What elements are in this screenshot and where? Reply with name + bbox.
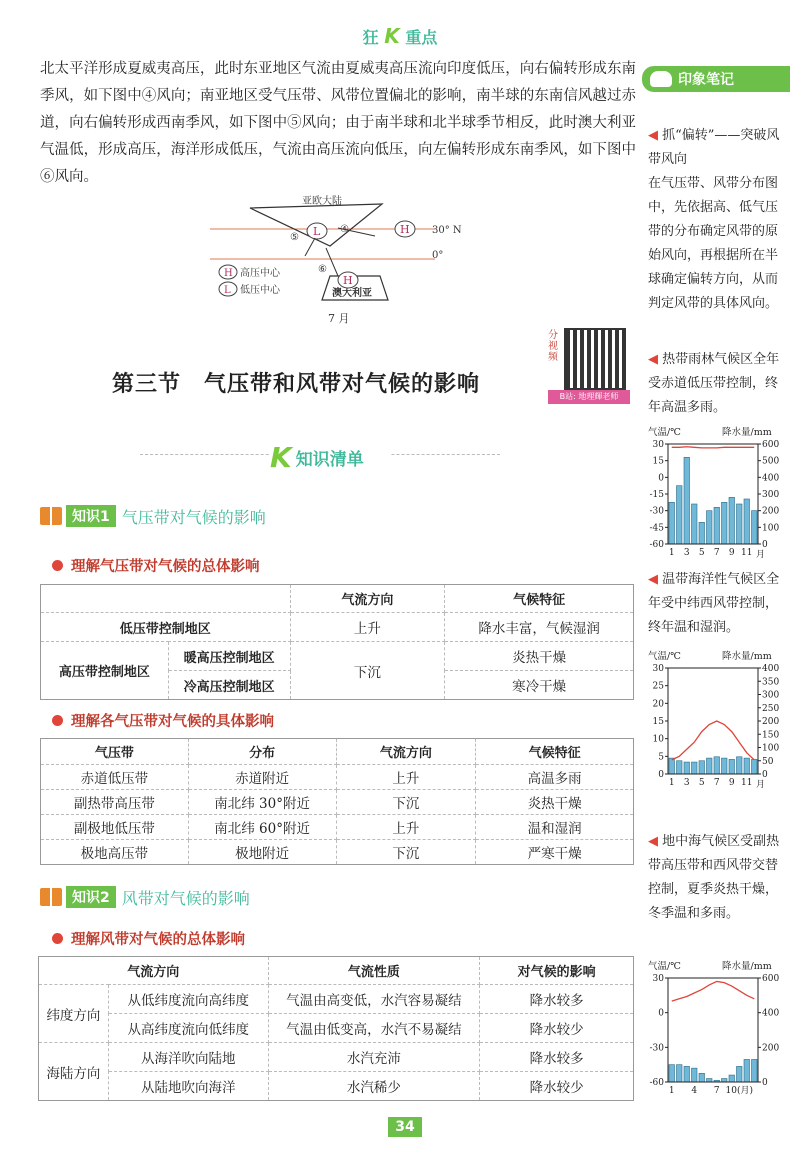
tick-label-right: 300 <box>762 690 780 701</box>
svg-text:L: L <box>224 285 231 296</box>
book-icon <box>40 888 62 906</box>
x-unit-label: 月 <box>756 780 766 790</box>
table-row: 副极地低压带 南北纬 60°附近 上升 温和湿润 <box>41 815 634 840</box>
tick-label-right: 200 <box>762 1043 780 1054</box>
tick-label-right: 200 <box>762 506 780 517</box>
subheading-2: 理解各气压带对气候的具体影响 <box>52 710 274 731</box>
subheading-1: 理解气压带对气候的总体影响 <box>52 555 260 576</box>
precip-bar <box>707 511 713 544</box>
precip-bar <box>669 1065 675 1082</box>
bullet-icon <box>52 560 63 571</box>
tick-label-left: -15 <box>649 490 664 500</box>
tick-label-left: -60 <box>649 1078 664 1088</box>
tick-label-left: 15 <box>652 717 664 727</box>
precip-bar <box>729 497 735 544</box>
axis-label-precip: 降水量/mm <box>722 651 772 662</box>
tick-label-left: 10 <box>652 734 664 745</box>
side-note-2: ◀ 热带雨林气候区全年受赤道低压带控制，终年高温多雨。 <box>648 352 780 415</box>
subheading-3: 理解风带对气候的总体影响 <box>52 928 245 949</box>
side-note-4: ◀ 地中海气候区受副热带高压带和西风带交替控制，夏季炎热干燥，冬季温和多雨。 <box>648 834 780 921</box>
triangle-icon: ◀ <box>648 128 658 143</box>
tick-label-right: 400 <box>762 664 780 674</box>
tick-label-x: 3 <box>683 548 690 558</box>
tick-label-right: 100 <box>762 523 780 534</box>
table-row: 纬度方向 从低纬度流向高纬度 气温由高变低，水汽容易凝结 降水较多 <box>39 985 634 1014</box>
tick-label-x: 7 <box>713 548 720 558</box>
precip-bar <box>752 511 758 544</box>
arrow-6 <box>326 248 338 276</box>
tick-label-x: 11 <box>741 778 753 788</box>
legend-high-label: 高压中心 <box>240 268 280 279</box>
tick-label-right: 200 <box>762 717 780 727</box>
monsoon-map <box>210 188 470 328</box>
header-k-logo: K <box>384 24 400 48</box>
qr-code-block[interactable] <box>548 326 628 406</box>
triangle-icon: ◀ <box>648 834 658 849</box>
precip-bar <box>744 1059 750 1082</box>
axis-label-temp: 气温/℃ <box>648 961 681 972</box>
tick-label-left: 25 <box>652 681 664 692</box>
precip-bar <box>722 1079 728 1082</box>
side-note-1 <box>648 124 788 316</box>
triangle-icon: ◀ <box>648 352 658 367</box>
tick-label-x: 11 <box>741 548 753 558</box>
tick-label-x: 3 <box>683 778 690 788</box>
precip-bar <box>722 502 728 544</box>
tick-label-x: 1 <box>668 548 675 558</box>
precip-bar <box>737 504 743 544</box>
precip-bar <box>722 758 728 774</box>
precip-bar <box>684 457 690 544</box>
precip-bar <box>714 757 720 774</box>
legend-low-label: 低压中心 <box>240 285 280 296</box>
arrow-5-label: ⑤ <box>290 232 299 243</box>
book-icon <box>40 507 62 525</box>
knowledge-2-badge: 知识2 <box>66 886 116 908</box>
lat-0-label: 0° <box>432 250 444 261</box>
tick-label-left: 15 <box>652 456 664 467</box>
table-row: 极地高压带 极地附近 下沉 严寒干燥 <box>41 840 634 865</box>
tick-label-left: 0 <box>658 770 664 780</box>
tick-label-x: 7 <box>713 1086 720 1096</box>
precip-bar <box>699 1073 705 1082</box>
precip-bar <box>684 1066 690 1082</box>
lat-30-label: 30° N <box>432 225 462 236</box>
precip-bar <box>707 758 713 774</box>
tick-label-right: 500 <box>762 456 780 467</box>
qr-caption: B站: 地理輝老师 <box>548 390 630 404</box>
axis-label-precip: 降水量/mm <box>722 961 772 972</box>
tick-label-x: 1 <box>668 1086 675 1096</box>
side-note-header <box>642 66 790 92</box>
precip-bar <box>699 761 705 774</box>
tick-label-left: 5 <box>658 752 664 763</box>
tick-label-x: 9 <box>728 778 735 788</box>
tick-label-right: 100 <box>762 743 780 754</box>
bullet-icon <box>52 715 63 726</box>
k-logo-icon: K <box>270 440 292 474</box>
x-unit-label: 月 <box>756 550 766 560</box>
table-row: 从高纬度流向低纬度 气温由低变高，水汽不易凝结 降水较少 <box>39 1014 634 1043</box>
tick-label-x: 5 <box>698 548 705 558</box>
temperature-line <box>672 981 755 1001</box>
side-note-1-title: 抓“偏转”——突破风带风向 <box>648 128 780 167</box>
table-row: 赤道低压带 赤道附近 上升 高温多雨 <box>41 765 634 790</box>
precip-bar <box>729 759 735 774</box>
precip-bar <box>677 1065 683 1082</box>
tick-label-right: 250 <box>762 703 780 714</box>
page-number: 34 <box>388 1117 422 1137</box>
tick-label-left: -30 <box>649 506 664 517</box>
svg-text:H: H <box>224 268 233 279</box>
tick-label-right: 350 <box>762 677 780 688</box>
table-pressure-overall: 气流方向 气候特征 低压带控制地区 上升 降水丰富，气候湿润 高压带控制地区 暖高压控制地区 下沉 炎热干燥 冷高压控制地区 寒冷干燥 <box>40 584 634 700</box>
qr-side-text: 分视频 <box>548 330 558 363</box>
precip-bar <box>714 507 720 544</box>
tick-label-left: 30 <box>652 440 664 450</box>
climate-chart-maritime <box>640 646 790 796</box>
axis-label-precip: 降水量/mm <box>722 427 772 438</box>
knowledge-1-title: 气压带对气候的影响 <box>121 507 266 527</box>
climate-chart-rainforest <box>640 422 790 566</box>
low-center-letter: L <box>313 225 321 238</box>
australia-label: 澳大利亚 <box>332 288 372 299</box>
precip-bar <box>677 761 683 774</box>
table-wind-belts: 气流方向 气流性质 对气候的影响 纬度方向 从低纬度流向高纬度 气温由高变低，水汽容易凝结 降水较多 从高纬度流向低纬度 气温由低变高，水汽不易凝结 降水较少 海陆方向 从海洋吹向陆地 水汽充沛 降水较多 从陆地吹向海洋 水汽稀少 降水较少 <box>38 956 634 1101</box>
tick-label-left: -30 <box>649 1043 664 1054</box>
tick-label-left: 30 <box>652 664 664 674</box>
elephant-icon <box>650 71 672 87</box>
temperature-line <box>672 447 755 448</box>
tick-label-left: -60 <box>649 540 664 550</box>
tick-label-right: 0 <box>762 540 768 550</box>
map-caption: 7 月 <box>328 312 350 325</box>
arrow-6-label: ⑥ <box>318 264 327 275</box>
arrow-4-label: ④ <box>340 224 349 235</box>
precip-bar <box>729 1075 735 1082</box>
header-left: 狂 <box>362 28 379 47</box>
knowledge-list-banner <box>140 440 500 474</box>
precip-bar <box>737 757 743 774</box>
high-center-letter: H <box>400 223 410 236</box>
tick-label-x: 10(月) <box>725 1086 753 1096</box>
eurasia-label: 亚欧大陆 <box>302 196 342 207</box>
tick-label-x: 5 <box>698 778 705 788</box>
table-row: 副热带高压带 南北纬 30°附近 下沉 炎热干燥 <box>41 790 634 815</box>
knowledge-1-badge: 知识1 <box>66 505 116 527</box>
precip-bar <box>692 762 698 774</box>
arrow-5 <box>305 238 315 256</box>
qr-code-icon <box>564 328 626 390</box>
temperature-line <box>672 721 755 760</box>
tick-label-x: 4 <box>691 1086 698 1096</box>
tick-label-right: 400 <box>762 1008 780 1019</box>
axis-label-temp: 气温/℃ <box>648 427 681 438</box>
knowledge-2-title: 风带对气候的影响 <box>121 888 250 908</box>
triangle-icon: ◀ <box>648 572 658 587</box>
precip-bar <box>669 758 675 774</box>
tick-label-left: -45 <box>649 523 664 534</box>
section-title: 第三节 气压带和风带对气候的影响 <box>112 371 481 397</box>
precip-bar <box>744 499 750 544</box>
page-header <box>0 24 800 48</box>
climate-chart-mediterranean <box>640 956 790 1104</box>
side-note-title: 印象笔记 <box>678 72 734 88</box>
table-row: 从陆地吹向海洋 水汽稀少 降水较少 <box>39 1072 634 1101</box>
precip-bar <box>692 1068 698 1082</box>
high-center-letter-2: H <box>343 274 353 287</box>
precip-bar <box>737 1066 743 1082</box>
tick-label-right: 400 <box>762 473 780 484</box>
precip-bar <box>744 758 750 774</box>
tick-label-right: 0 <box>762 770 768 780</box>
table-row: 海陆方向 从海洋吹向陆地 水汽充沛 降水较多 <box>39 1043 634 1072</box>
knowledge-list-title: 知识清单 <box>295 449 364 470</box>
tick-label-right: 600 <box>762 974 780 984</box>
side-note-3: ◀ 温带海洋性气候区全年受中纬西风带控制，终年温和湿润。 <box>648 572 780 635</box>
tick-label-x: 9 <box>728 548 735 558</box>
knowledge-2-heading <box>40 886 250 908</box>
tick-label-right: 300 <box>762 490 780 500</box>
tick-label-x: 1 <box>668 778 675 788</box>
tick-label-right: 50 <box>762 756 774 767</box>
precip-bar <box>677 486 683 544</box>
bullet-icon <box>52 933 63 944</box>
tick-label-left: 20 <box>652 699 664 710</box>
precip-bar <box>707 1079 713 1082</box>
tick-label-right: 0 <box>762 1078 768 1088</box>
header-right: 重点 <box>405 28 438 47</box>
precip-bar <box>699 522 705 544</box>
tick-label-left: 0 <box>658 1008 664 1019</box>
knowledge-1-heading <box>40 505 266 527</box>
precip-bar <box>752 759 758 774</box>
axis-label-temp: 气温/℃ <box>648 651 681 662</box>
tick-label-right: 600 <box>762 440 780 450</box>
tick-label-left: 30 <box>652 974 664 984</box>
table-pressure-belts: 气压带 分布 气流方向 气候特征 赤道低压带 赤道附近 上升 高温多雨 副热带高压带 南北纬 30°附近 下沉 炎热干燥 副极地低压带 南北纬 60°附近 上升 温和湿润 极地高压带 极地附近 下沉 严寒干燥 <box>40 738 634 865</box>
precip-bar <box>669 502 675 544</box>
precip-bar <box>752 1059 758 1082</box>
precip-bar <box>684 762 690 774</box>
intro-paragraph: 北太平洋形成夏威夷高压，此时东亚地区气流由夏威夷高压流向印度低压，向右偏转形成东南季风，如下图中④风向；南亚地区受气压带、风带位置偏北的影响，南半球的东南信风越过赤道，向右偏转形成西南季风，如下图中⑤风向；由于南半球和北半球季节相反，此时澳大利亚气温低，形成高压，海洋形成低压，气流由高压流向低压，向左偏转形成东南季风，如下图中⑥风向。 <box>40 61 636 185</box>
tick-label-right: 150 <box>762 730 780 741</box>
side-note-1-body: 在气压带、风带分布图中，先依据高、低气压带的分布确定风带的原始风向，再根据所在半球确定偏转方向，从而判定风带的具体风向。 <box>648 176 779 311</box>
tick-label-x: 7 <box>713 778 720 788</box>
tick-label-left: 0 <box>658 473 664 484</box>
precip-bar <box>692 504 698 544</box>
